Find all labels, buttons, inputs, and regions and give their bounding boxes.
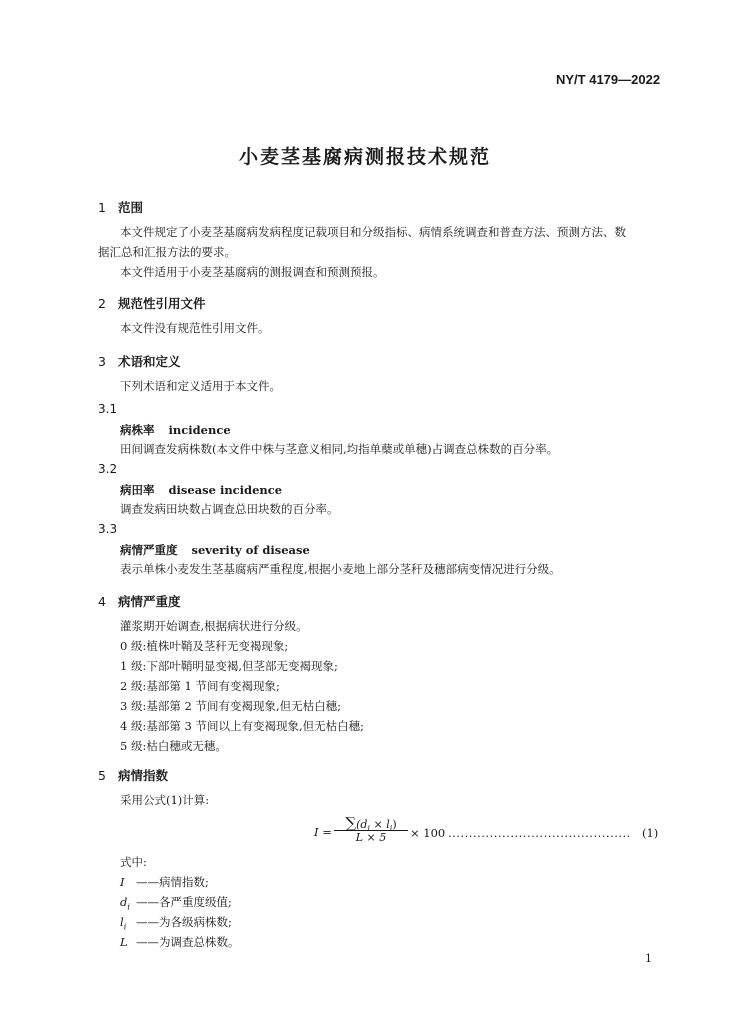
formula-denominator: L × 5 xyxy=(355,831,387,844)
grade-item: 4 级:基部第 3 节间以上有变褐现象,但无枯白穗; xyxy=(120,719,365,733)
sum-symbol: ∑ xyxy=(345,814,357,832)
variable-desc: ——为各级病株数; xyxy=(136,915,232,929)
section-title: 范围 xyxy=(118,200,144,215)
term-definition: 田间调查发病株数(本文件中株与茎意义相同,均指单蘖或单穗)占调查总株数的百分率。 xyxy=(120,442,559,456)
paragraph: 本文件规定了小麦茎基腐病发病程度记载项目和分级指标、病情系统调查和普查方法、预测方法、数 xyxy=(120,225,626,239)
paragraph: 本文件适用于小麦茎基腐病的测报调查和预测预报。 xyxy=(120,265,385,279)
term-en: severity of disease xyxy=(191,543,310,557)
term-heading xyxy=(120,422,231,438)
variable-desc: ——病情指数; xyxy=(136,875,209,889)
where-label: 式中: xyxy=(120,855,147,869)
term-number: 3.1 xyxy=(98,402,118,416)
section-2-heading xyxy=(98,294,206,312)
section-3-heading xyxy=(98,352,181,370)
variable-symbol: I xyxy=(120,875,125,889)
numerator-sub: i xyxy=(389,824,393,834)
numerator-close: ) xyxy=(392,818,397,831)
paragraph: 采用公式(1)计算: xyxy=(120,793,210,807)
term-definition: 表示单株小麦发生茎基腐病严重程度,根据小麦地上部分茎秆及穗部病变情况进行分级。 xyxy=(120,562,561,576)
term-heading xyxy=(120,542,310,558)
term-zh: 病株率 xyxy=(120,423,155,437)
section-title: 病情严重度 xyxy=(118,594,181,609)
paragraph: 据汇总和汇报方法的要求。 xyxy=(98,245,236,259)
section-number: 1 xyxy=(98,200,106,215)
grade-item: 5 级:枯白穗或无穗。 xyxy=(120,739,227,753)
page-number: 1 xyxy=(645,952,652,965)
variable-symbol: $d_i$ xyxy=(120,895,130,912)
page-title: 小麦茎基腐病测报技术规范 xyxy=(238,146,491,168)
numerator-open: (d xyxy=(356,818,368,831)
grade-item: 3 级:基部第 2 节间有变褐现象,但无枯白穗; xyxy=(120,699,342,713)
term-zh: 病田率 xyxy=(120,483,155,497)
equation-number: (1) xyxy=(642,826,659,840)
section-1-heading xyxy=(98,198,143,216)
variable-row xyxy=(120,894,232,915)
formula-lhs: I = xyxy=(314,825,332,839)
numerator-sub: i xyxy=(367,824,370,834)
section-number: 4 xyxy=(98,594,106,609)
section-4-heading xyxy=(98,592,181,610)
paragraph: 灌浆期开始调查,根据病状进行分级。 xyxy=(120,619,308,633)
times-sign: × xyxy=(373,818,383,831)
variable-desc: ——各严重度级值; xyxy=(136,895,232,909)
standard-id: NY/T 4179—2022 xyxy=(556,72,661,87)
formula-leader: ............................................ xyxy=(448,826,631,840)
formula-multiplier: × 100 xyxy=(410,826,446,840)
grade-item: 0 级:植株叶鞘及茎秆无变褐现象; xyxy=(120,639,289,653)
section-5-heading xyxy=(98,766,168,784)
paragraph: 本文件没有规范性引用文件。 xyxy=(120,321,270,335)
paragraph: 下列术语和定义适用于本文件。 xyxy=(120,379,281,393)
variable-symbol: L xyxy=(120,935,128,949)
term-number: 3.3 xyxy=(98,522,118,536)
formula-numerator xyxy=(334,814,408,834)
term-en: disease incidence xyxy=(168,483,283,497)
section-title: 术语和定义 xyxy=(118,354,181,369)
term-zh: 病情严重度 xyxy=(120,543,178,557)
term-number: 3.2 xyxy=(98,462,118,476)
variable-row xyxy=(120,914,232,935)
section-number: 3 xyxy=(98,354,106,369)
section-number: 5 xyxy=(98,768,106,783)
numerator-l: l xyxy=(386,818,390,831)
formula-fraction xyxy=(334,814,408,847)
variable-row xyxy=(120,934,240,950)
grade-item: 1 级:下部叶鞘明显变褐,但茎部无变褐现象; xyxy=(120,659,338,673)
term-en: incidence xyxy=(168,423,231,437)
term-heading xyxy=(120,482,282,498)
variable-row xyxy=(120,874,209,890)
variable-desc: ——为调查总株数。 xyxy=(136,935,240,949)
term-definition: 调查发病田块数占调查总田块数的百分率。 xyxy=(120,502,339,516)
variable-symbol: $l_i$ xyxy=(120,915,127,932)
section-title: 规范性引用文件 xyxy=(118,296,206,311)
section-title: 病情指数 xyxy=(118,768,169,783)
grade-item: 2 级:基部第 1 节间有变褐现象; xyxy=(120,679,280,693)
section-number: 2 xyxy=(98,296,106,311)
